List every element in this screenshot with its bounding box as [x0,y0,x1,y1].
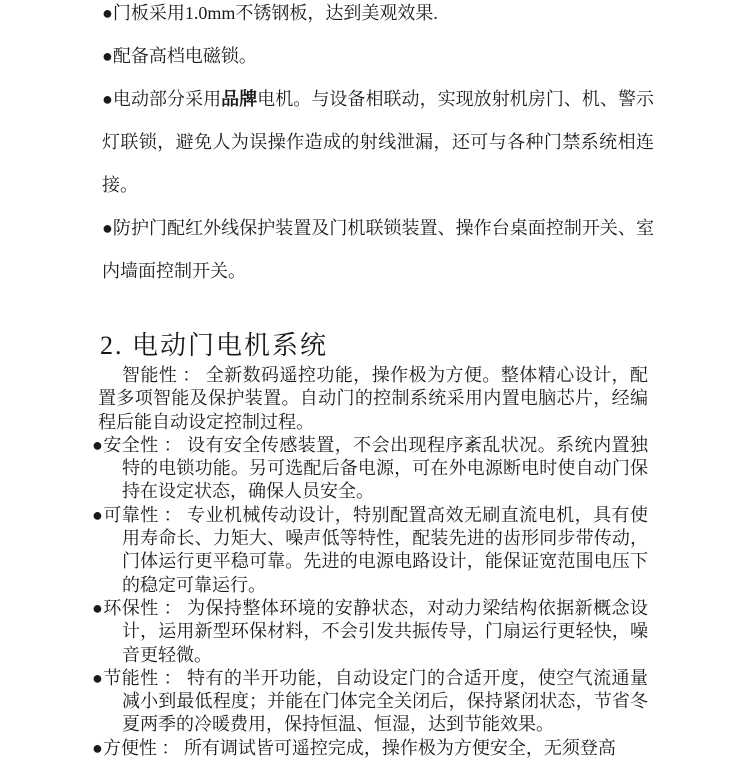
bullet-marker: ● [102,46,113,66]
bullet-item [102,78,654,207]
feature-text: 环保性 ： 为保持整体环境的安静状态，对动力梁结构依据新概念设计，运用新型环保材料，不会引发共振传导，门扇运行更轻快，噪音更轻微。 [103,597,648,665]
door-spec-bullet-list [102,0,654,293]
bullet-text: 电机。与设备相联动，实现放射机房门、机、警示灯联锁，避免人为误操作造成的射线泄漏，还可与各种门禁系统相连接。 [102,89,655,195]
bullet-text: 配备高档电磁锁。 [112,46,257,66]
bullet-marker: ● [102,3,113,23]
bullet-marker: ● [92,597,104,618]
feature-text: 可靠性 ： 专业机械传动设计，特别配置高效无刷直流电机，具有使用寿命长、力矩大、噪声低等特性，配装先进的齿形同步带传动，门体运行更平稳可靠。先进的电源电路设计，能保证宽范围电压下的稳定可靠运行。 [103,504,648,595]
section-heading: 2. 电动门电机系统 [100,331,329,360]
bullet-marker: ● [92,434,104,455]
feature-item [92,434,648,504]
intro-paragraph: 智能性 ： 全新数码遥控功能，操作极为方便。整体精心设计，配置多项智能及保护装置。自动门的控制系统采用内置电脑芯片，经编程后能自动设定控制过程。 [98,365,648,432]
motor-feature-list [92,434,648,760]
bullet-marker: ● [102,218,113,238]
bullet-marker: ● [92,667,104,688]
feature-item [92,737,648,760]
feature-text: 安全性 ： 设有安全传感装置，不会出现程序紊乱状况。系统内置独特的电锁功能。另可选配后备电源，可在外电源断电时使自动门保持在设定状态，确保人员安全。 [103,434,648,502]
bullet-marker: ● [102,89,113,109]
bullet-item [102,207,654,293]
bullet-item [102,0,654,35]
feature-item [92,667,648,737]
feature-text: 方便性 ： 所有调试皆可遥控完成，操作极为方便安全，无须登高 [102,737,616,758]
feature-text: 节能性 ： 特有的半开功能，自动设定门的合适开度，使空气流通量减小到最低程度；并能在门体完全关闭后，保持紧闭状态，节省冬夏两季的冷暖费用，保持恒温、恒湿，达到节能效果。 [103,667,648,735]
bullet-text: 电动部分采用 [112,89,222,109]
feature-item [92,597,648,667]
feature-item [92,504,648,597]
bullet-marker: ● [92,737,103,758]
bullet-text-bold: 品牌 [221,89,258,109]
bullet-text: 防护门配红外线保护装置及门机联锁装置、操作台桌面控制开关、室内墙面控制开关。 [102,218,655,281]
bullet-item [102,35,654,78]
bullet-marker: ● [92,504,104,525]
bullet-text: 门板采用1.0mm不锈钢板，达到美观效果. [112,3,438,23]
